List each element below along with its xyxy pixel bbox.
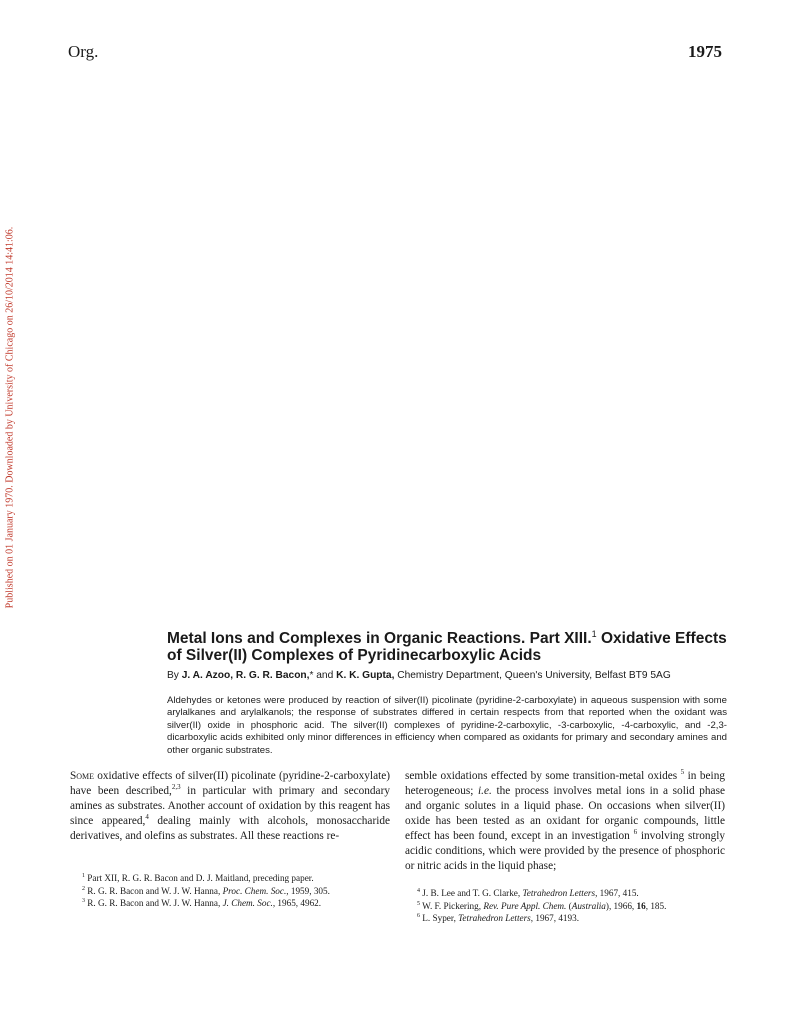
article-title <box>167 626 737 664</box>
body-right-text-a: semble oxidations effected by some transition-metal oxides <box>405 770 681 782</box>
title-roman-numeral: II <box>233 647 242 665</box>
footnote-text: Part XII, R. G. R. Bacon and D. J. Maitland, preceding paper. <box>85 873 314 883</box>
publication-note[interactable]: Published on 01 January 1970. Downloaded by University of Chicago on 26/10/2014 14:41:06. <box>4 226 16 609</box>
ref-4[interactable]: 4 <box>145 813 149 822</box>
footnote-citation: ), 1966, <box>605 900 637 911</box>
footnote-number: 1 <box>82 872 85 879</box>
footnote-4 <box>405 888 725 900</box>
footnotes-right <box>405 888 725 926</box>
footnote-citation: , 185. <box>645 900 667 911</box>
authors-and: and <box>313 670 337 681</box>
title-part2: Oxidative Effects of Silver( <box>167 630 727 665</box>
body-left-text-b: in particular with primary and secondary amines as substrates. Another account of oxidation by this reagent has since appeared, <box>70 785 390 827</box>
footnote-number: 4 <box>417 887 420 894</box>
corresponding-star: * <box>309 670 314 681</box>
authors-group-2: K. K. Gupta, <box>336 670 395 681</box>
lead-word: Some <box>70 770 95 782</box>
footnote-journal: Proc. Chem. Soc. <box>222 885 287 896</box>
footnote-text: W. F. Pickering, <box>420 900 484 911</box>
footnote-1 <box>70 873 390 885</box>
footnote-3 <box>70 898 390 910</box>
footnote-journal: Tetrahedron Letters <box>522 888 596 898</box>
footnote-text: L. Syper, <box>420 913 459 923</box>
footnote-journal: J. Chem. Soc. <box>222 898 273 908</box>
footnote-citation: , 1967, 4193. <box>530 913 579 923</box>
footnote-number: 5 <box>417 900 420 907</box>
body-column-right <box>405 769 725 874</box>
affiliation: Chemistry Department, Queen's University, Belfast BT9 5AG <box>394 670 671 681</box>
body-column-left <box>70 769 390 844</box>
ref-6[interactable]: 6 <box>633 828 638 837</box>
ref-2-3[interactable]: 2,3 <box>171 783 181 792</box>
title-footnote-ref[interactable]: 1 <box>591 629 597 639</box>
title-part3: ) Complexes of Pyridinecarboxylic Acids <box>241 647 542 665</box>
body-left-text-c: dealing mainly with alcohols, monosaccharide derivatives, and olefins as substrates. All these reactions re- <box>70 815 391 842</box>
footnote-5 <box>405 901 725 913</box>
footnote-number: 3 <box>82 897 85 904</box>
body-right-text-b: in being heterogeneous; <box>405 770 725 797</box>
authors-by: By <box>167 670 182 681</box>
footnote-text: R. G. R. Bacon and W. J. W. Hanna, <box>85 898 223 908</box>
footnote-citation: , 1959, 305. <box>286 885 330 896</box>
footnote-journal: Tetrahedron Letters <box>458 913 531 923</box>
journal-section: Org. <box>68 42 99 61</box>
publication-note-sidebar <box>0 215 20 620</box>
authors-group-1: J. A. Azoo, R. G. R. Bacon, <box>181 670 310 681</box>
footnote-citation: , 1967, 415. <box>595 888 639 898</box>
body-right-text-d: involving strongly acidic conditions, which were provided by the presence of phosphoric or nitric acids in the liquid phase; <box>405 830 726 872</box>
footnote-6 <box>405 913 725 925</box>
author-line <box>167 669 737 682</box>
footnote-citation: ( <box>566 900 572 911</box>
body-left-text-a: oxidative effects of silver(II) picolinate (pyridine-2-carboxylate) have been described, <box>70 770 390 797</box>
footnote-citation: , 1965, 4962. <box>272 898 322 908</box>
abstract: Aldehydes or ketones were produced by reaction of silver(II) picolinate (pyridine-2-carboxylate) in aqueous suspension with some arylalkanes and arylalkanols; the response of substrates differed in certain respects from that reported when the oxidant was silver(II) oxide in phosphoric acid. The silver(II) complexes of pyridine-2-carboxylic, -3-carboxylic, -4-carboxylic, and -2,3-dicarboxylic acids exhibited only minor differences in efficiency when compared as oxidants for primary and secondary amines and other organic substrates. <box>167 695 727 756</box>
page-number: 1975 <box>688 42 722 61</box>
footnote-number: 2 <box>82 885 85 892</box>
footnote-number: 6 <box>417 912 420 919</box>
footnote-text: R. G. R. Bacon and W. J. W. Hanna, <box>85 885 223 896</box>
footnote-journal: Australia <box>571 900 606 911</box>
ie-italic: i.e. <box>478 785 492 797</box>
title-part1: Metal Ions and Complexes in Organic Reactions. Part XIII. <box>167 630 592 648</box>
body-right-text-c: the process involves metal ions in a solid phase and organic solutes in a liquid phase. On occasions when silver(II) oxide has been tested as an oxidant for organic compounds, little effect has been found, except in an investigation <box>405 785 725 842</box>
footnote-2 <box>70 886 390 898</box>
footnote-text: J. B. Lee and T. G. Clarke, <box>420 888 523 898</box>
ref-5[interactable]: 5 <box>680 768 685 777</box>
footnotes-left <box>70 873 390 911</box>
footnote-volume: 16 <box>636 900 646 911</box>
footnote-journal: Rev. Pure Appl. Chem. <box>483 900 567 911</box>
